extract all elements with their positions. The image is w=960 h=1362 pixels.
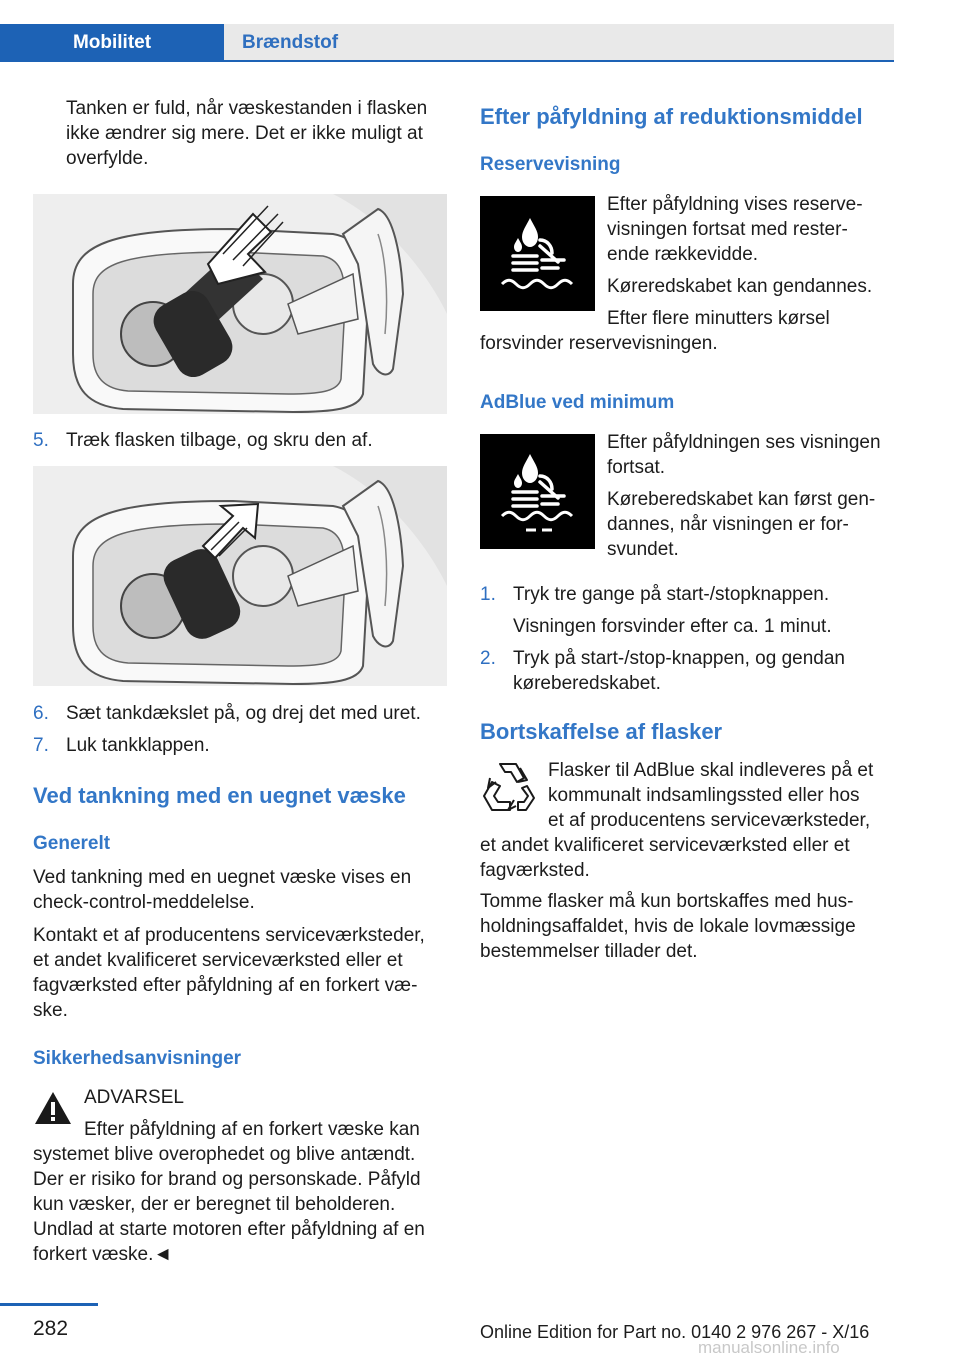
subsection-reservevisning: Reservevisning xyxy=(480,154,621,175)
generelt-paragraph-1: Ved tankning med en uegnet væske vises en check-control-meddelelse. xyxy=(33,867,412,913)
warning-line-1: Efter påfyldning af en forkert væske kan xyxy=(84,1119,420,1140)
right-step-2-text: Tryk på start-/stop-knappen, og gendan køreberedskabet. xyxy=(513,648,845,694)
recycling-icon xyxy=(480,760,536,812)
step-6-number: 6. xyxy=(33,703,49,724)
watermark: manualsonline.info xyxy=(698,1338,840,1357)
right-step-1-sub: Visningen forsvinder efter ca. 1 minut. xyxy=(513,616,832,637)
step-7-text: Luk tankklappen. xyxy=(66,735,210,756)
step-6-text: Sæt tankdækslet på, og drej det med uret. xyxy=(66,703,421,724)
header-rule xyxy=(0,60,894,62)
disposal-paragraph-2: Tomme flasker må kun bortskaffes med hus- holdningsaffaldet, hvis de lokale lovmæssige bestemmelser tillader det. xyxy=(480,891,856,962)
tab-braendstof[interactable]: Brændstof xyxy=(224,24,894,62)
disposal-text-full: et andet kvalificeret serviceværksted eller et fagværksted. xyxy=(480,835,850,881)
intro-paragraph: Tanken er fuld, når væskestanden i flasken ikke ændrer sig mere. Det er ikke muligt at overfylde. xyxy=(66,98,428,169)
section-title-efter-paafyldning: Efter påfyldning af reduktionsmiddel xyxy=(480,104,863,129)
step-5 xyxy=(33,428,49,453)
adblue-text: Efter påfyldningen ses visningen fortsat. xyxy=(607,432,881,478)
warning-rest: systemet blive overophedet og blive antændt. Der er risiko for brand og personskade. Påfyld kun væsker, der er beregnet til beholderen. Undlad at starte motoren efter påfyldning af en forkert væske.◄ xyxy=(33,1144,425,1265)
subsection-sikkerhed: Sikkerhedsanvisninger xyxy=(33,1048,242,1069)
section-title-bortskaffelse: Bortskaffelse af flasker xyxy=(480,719,723,744)
warning-label: ADVARSEL xyxy=(84,1087,184,1108)
adblue-minimum-display-icon xyxy=(480,434,595,549)
edition-text: Online Edition for Part no. 0140 2 976 267 - X/16 xyxy=(480,1322,870,1342)
subsection-adblue-minimum: AdBlue ved minimum xyxy=(480,392,675,413)
step-number: 5. xyxy=(33,430,49,451)
figure-bottle-insert xyxy=(33,194,447,414)
right-step-1-text: Tryk tre gange på start-/stopknappen. xyxy=(513,584,830,605)
step-5-text: Træk flasken tilbage, og skru den af. xyxy=(66,430,373,451)
page-number: 282 xyxy=(33,1317,69,1340)
generelt-paragraph-2: Kontakt et af producentens serviceværksteder, et andet kvalificeret serviceværksted eller et fagværksted efter påfyldning af en forkert væ- ske. xyxy=(33,925,425,1021)
reserve-display-icon xyxy=(480,196,595,311)
reserve-paragraph-3-line-2: forsvinder reservevisningen. xyxy=(480,333,718,354)
warning-triangle-icon xyxy=(33,1090,73,1126)
reserve-paragraph-2: Køreredskabet kan gendannes. xyxy=(607,276,873,297)
section-title-uegnet: Ved tankning med en uegnet væske xyxy=(33,783,406,808)
right-step-2-number: 2. xyxy=(480,648,496,669)
reserve-paragraph-3-line-1: Efter flere minutters kørsel xyxy=(607,308,830,329)
right-step-1-number: 1. xyxy=(480,584,496,605)
disposal-text-indented: Flasker til AdBlue skal indleveres på et kommunalt indsamlingssted eller hos et af producentens serviceværksteder, xyxy=(548,760,874,831)
subsection-generelt: Generelt xyxy=(33,833,111,854)
tab-mobilitet[interactable]: Mobilitet xyxy=(0,24,224,62)
reserve-text: Efter påfyldning vises reserve- visningen fortsat med rester- ende rækkevidde. xyxy=(607,194,863,265)
figure-bottle-remove xyxy=(33,466,447,686)
footer-rule xyxy=(0,1303,98,1306)
adblue-paragraph-2: Køreberedskabet kan først gen- dannes, når visningen er for- svundet. xyxy=(607,489,876,560)
step-7-number: 7. xyxy=(33,735,49,756)
